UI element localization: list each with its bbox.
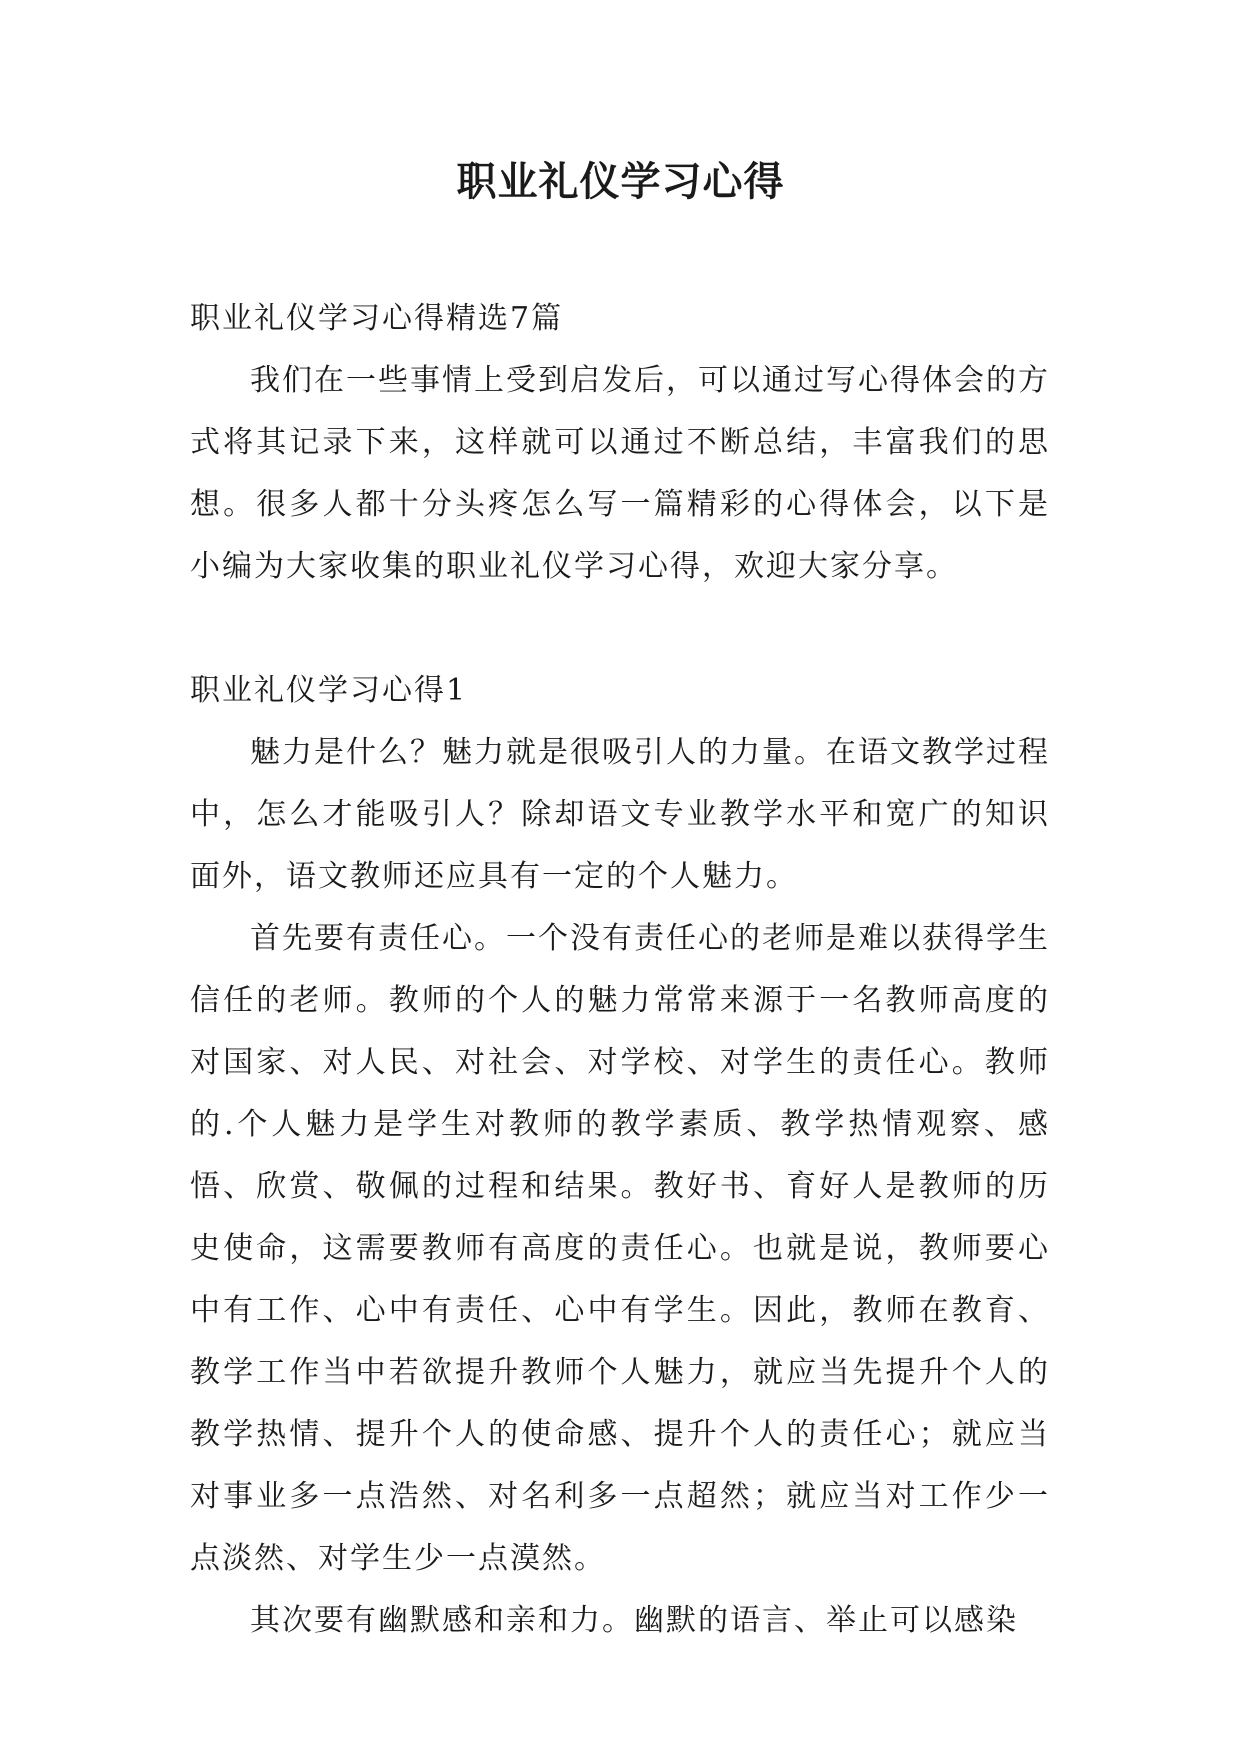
body-paragraph-3: 其次要有幽默感和亲和力。幽默的语言、举止可以感染 (250, 1603, 1018, 1638)
body-paragraph-1: 魅力是什么？魅力就是很吸引人的力量。在语文教学过程中，怎么才能吸引人？除却语文专业教学水平和宽广的知识面外，语文教师还应具有一定的个人魅力。 (190, 735, 1050, 894)
body-paragraph-2: 首先要有责任心。一个没有责任心的老师是难以获得学生信任的老师。教师的个人的魅力常常来源于一名教师高度的对国家、对人民、对社会、对学校、对学生的责任心。教师的.个人魅力是学生对教师的教学素质、教学热情观察、感悟、欣赏、敬佩的过程和结果。教好书、育好人是教师的历史使命，这需要教师有高度的责任心。也就是说，教师要心中有工作、心中有责任、心中有学生。因此，教师在教育、教学工作当中若欲提升教师个人魅力，就应当先提升个人的教学热情、提升个人的使命感、提升个人的责任心；就应当对事业多一点浩然、对名利多一点超然；就应当对工作少一点淡然、对学生少一点漠然。 (190, 921, 1050, 1576)
section-heading: 职业礼仪学习心得1 (190, 673, 468, 708)
document-title: 职业礼仪学习心得 (456, 159, 785, 205)
blank-line (190, 598, 1050, 660)
document-body (190, 288, 1050, 1652)
intro-paragraph: 我们在一些事情上受到启发后，可以通过写心得体会的方式将其记录下来，这样就可以通过不断总结，丰富我们的思想。很多人都十分头疼怎么写一篇精彩的心得体会，以下是小编为大家收集的职业礼仪学习心得，欢迎大家分享。 (190, 363, 1050, 584)
collection-subtitle: 职业礼仪学习心得精选7篇 (190, 301, 564, 336)
